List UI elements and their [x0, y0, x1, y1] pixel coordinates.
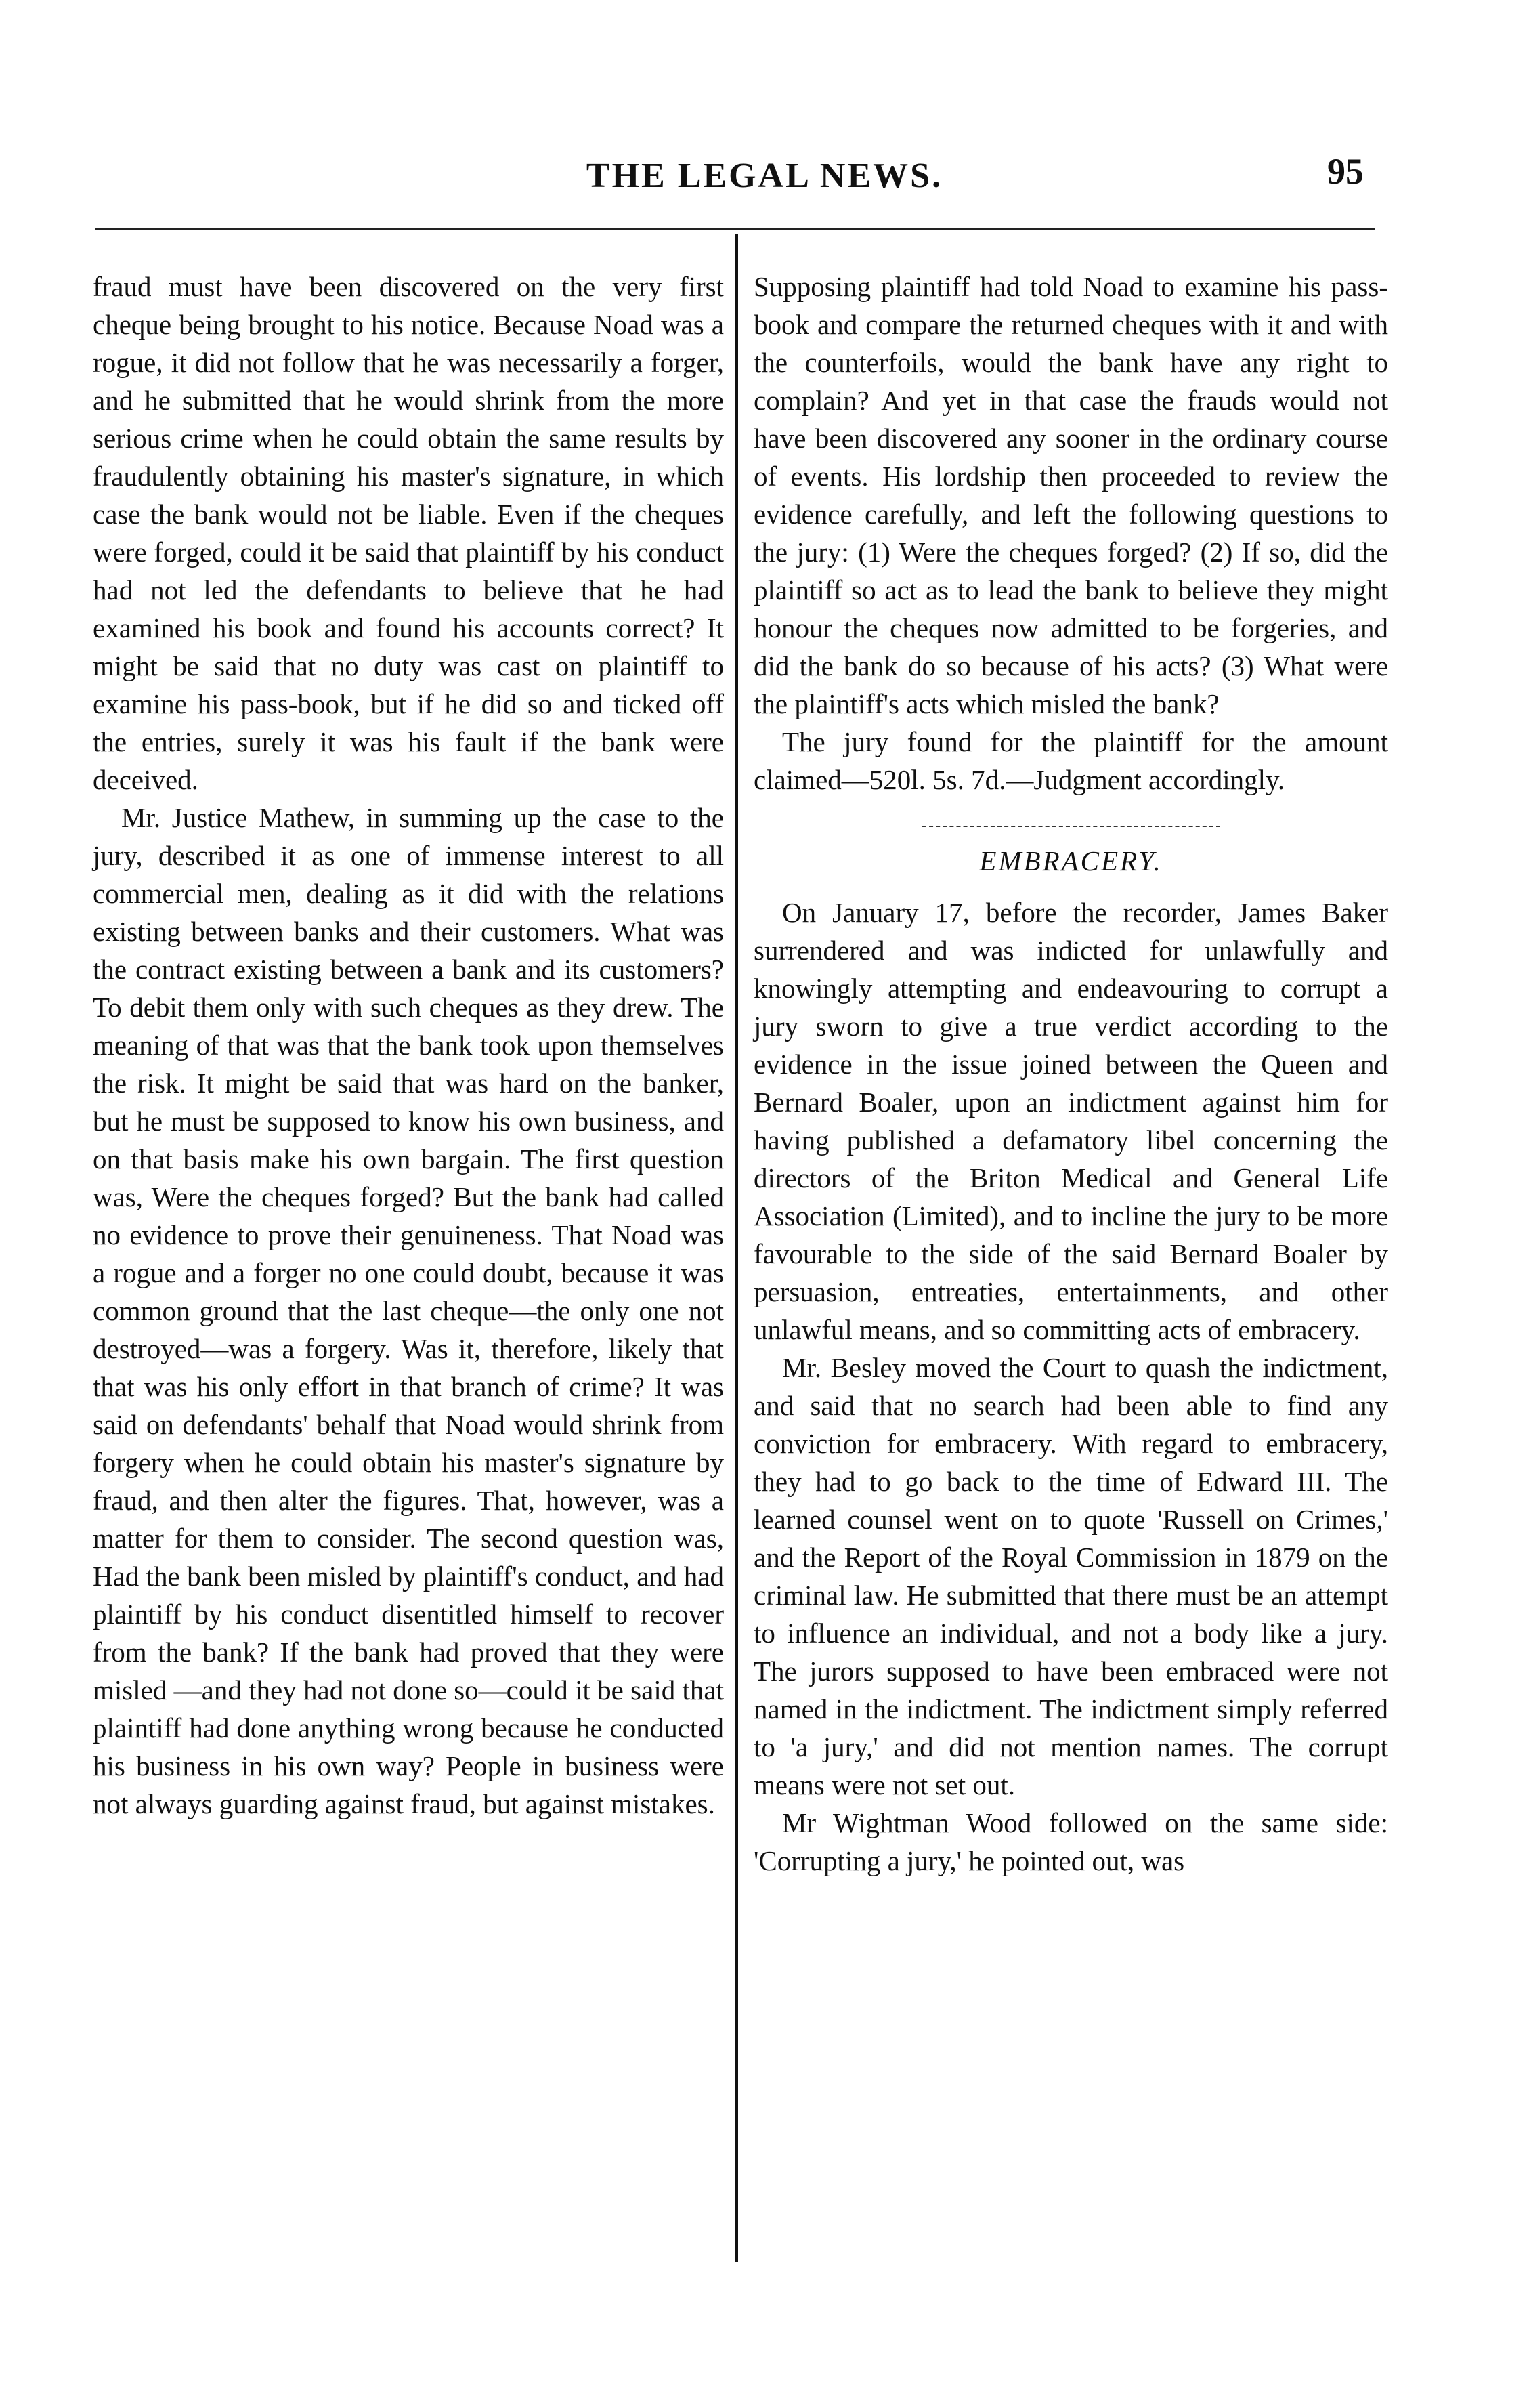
right-paragraph-4: Mr. Besley moved the Court to quash the indictment, and said that no search had been able to find any conviction for embracery. With regard to embracery, they had to go back to the time of Edward III. The learned counsel went on to quote 'Russell on Crimes,' and the Report of the Royal Commission in 1879 on the criminal law. He submitted that there must be an attempt to influence an individual, and not a body like a jury. The jurors supposed to have been embraced were not named in the indictment. The indictment simply referred to 'a jury,' and did not mention names. The corrupt means were not set out. [754, 1352, 1388, 1800]
section-divider [922, 826, 1220, 827]
right-paragraph-5: Mr Wightman Wood followed on the same side: 'Corrupting a jury,' he pointed out, was [754, 1807, 1388, 1876]
left-paragraph-2: Mr. Justice Mathew, in summing up the case to the jury, described it as one of immense interest to all commercial men, dealing as it did with the relations existing between banks and their customers. What was the contract existing between a bank and its customers? To debit them only with such cheques as they drew. The meaning of that was that the bank took upon themselves the risk. It might be said that was hard on the banker, but he must be supposed to know his own business, and on that basis make his own bargain. The first question was, Were the cheques forged? But the bank had called no evidence to prove their genuineness. That Noad was a rogue and a forger no one could doubt, because it was common ground that the last cheque—the only one not destroyed—was a forgery. Was it, therefore, likely that that was his only effort in that branch of crime? It was said on defendants' behalf that Noad would shrink from forgery when he could obtain his master's signature by fraud, and then alter the figures. That, however, was a matter for them to consider. The second question was, Had the bank been misled by plaintiff's conduct, and had plaintiff by his conduct disentitled himself to recover from the bank? If the bank had proved that they were misled —and they had not done so—could it be said that plaintiff had done anything wrong because he conducted his business in his own way? People in business were not always guarding against fraud, but against mistakes. [93, 802, 724, 1819]
right-column [754, 268, 1388, 1880]
page-header-title: THE LEGAL NEWS. [586, 156, 943, 195]
right-paragraph-3: On January 17, before the recorder, James Baker surrendered and was indicted for unlawfully and knowingly attempting and endeavouring to corrupt a jury sworn to give a true verdict according to the evidence in the issue joined between the Queen and Bernard Boaler, upon an indictment against him for having published a defamatory libel concerning the directors of the Briton Medical and General Life Association (Limited), and to incline the jury to be more favourable to the side of the said Bernard Boaler by persuasion, entreaties, entertainments, and other unlawful means, and so committing acts of embracery. [754, 897, 1388, 1345]
right-paragraph-1: Supposing plaintiff had told Noad to examine his pass-book and compare the returned cheques with it and with the counterfoils, would the bank have any right to complain? And yet in that case the frauds would not have been discovered any sooner in the ordinary course of events. His lordship then proceeded to review the evidence carefully, and left the following questions to the jury: (1) Were the cheques forged? (2) If so, did the plaintiff so act as to lead the bank to believe they might honour the cheques now admitted to be forgeries, and did the bank do so because of his acts? (3) What were the plaintiff's acts which misled the bank? [754, 271, 1388, 719]
left-column [93, 268, 724, 1823]
right-paragraph-2: The jury found for the plaintiff for the amount claimed—520l. 5s. 7d.—Judgment accordingly. [754, 726, 1388, 795]
header-rule [95, 228, 1375, 230]
page-number: 95 [1327, 151, 1364, 192]
column-divider [735, 234, 738, 2262]
section-title-embracery: EMBRACERY. [979, 845, 1163, 876]
left-paragraph-1: fraud must have been discovered on the very first cheque being brought to his notice. Because Noad was a rogue, it did not follow that he was necessarily a forger, and he submitted that he would shrink from the more serious crime when he could obtain the same results by fraudulently obtaining his master's signature, in which case the bank would not be liable. Even if the cheques were forged, could it be said that plaintiff by his conduct had not led the defendants to believe that he had examined his book and found his accounts correct? It might be said that no duty was cast on plaintiff to examine his pass-book, but if he did so and ticked off the entries, surely it was his fault if the bank were deceived. [93, 271, 724, 795]
